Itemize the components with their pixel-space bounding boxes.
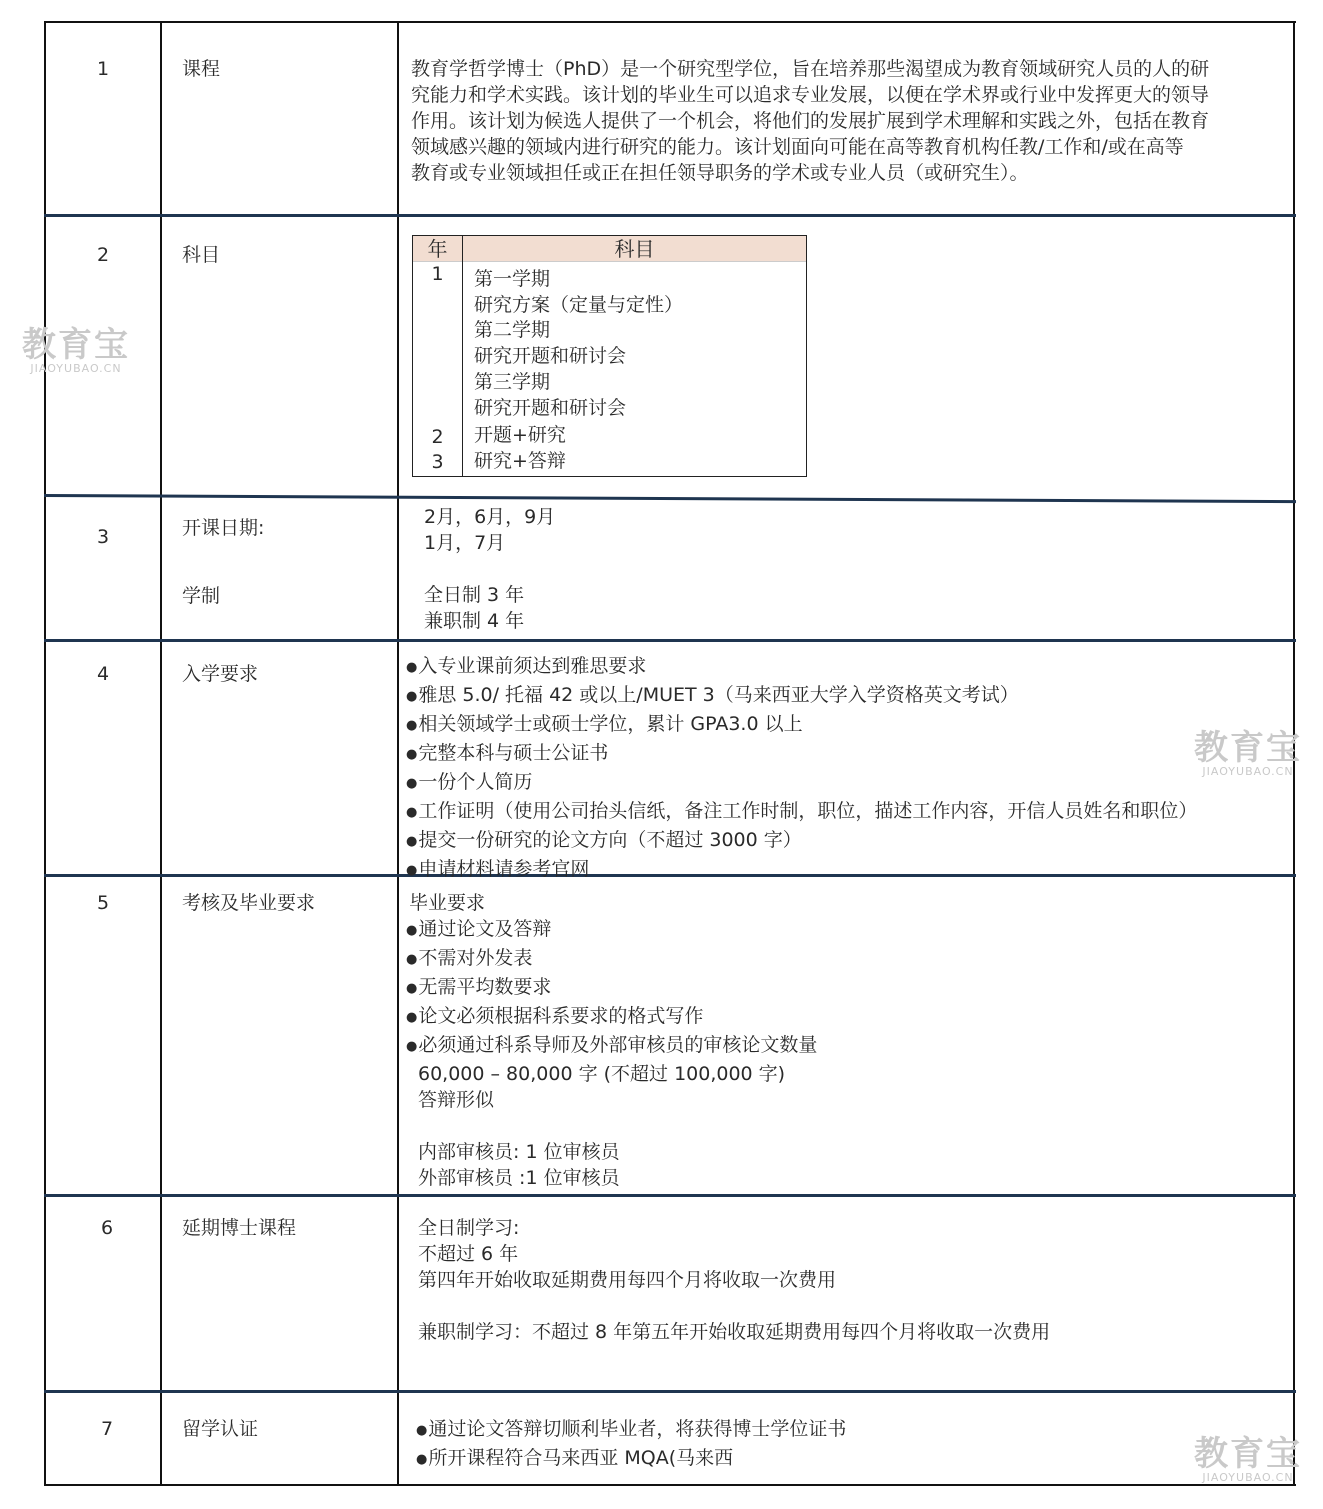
content-line xyxy=(418,1293,1292,1319)
row-divider-6 xyxy=(44,1390,1296,1393)
requirement-item: ● 完整本科与硕士公证书 xyxy=(406,740,1292,769)
admission-requirements xyxy=(406,653,1292,885)
graduation-item: ● 论文必须根据科系要求的格式写作 xyxy=(406,1003,1292,1032)
requirement-item: ● 申请材料请参考官网 xyxy=(406,856,1292,885)
section-heading: 毕业要求 xyxy=(409,892,486,914)
content-line: 2月，6月，9月 xyxy=(424,506,556,528)
row-label xyxy=(162,56,397,82)
watermark-text: 教育宝 xyxy=(22,325,130,365)
detail-line: 外部审核员 :1 位审核员 xyxy=(418,1167,620,1189)
row-number: 1 xyxy=(96,58,110,80)
watermark-text: 教育宝 xyxy=(1194,728,1302,768)
header-subject: 科目 xyxy=(614,237,655,261)
content-line: 全日制 3 年 xyxy=(424,584,525,606)
description-line: 教育或专业领域担任或正在担任领导职务的学术或专业人员（或研究生）。 xyxy=(411,162,1029,184)
year-label: 2 xyxy=(431,426,444,448)
requirement-item: ● 相关领域学士或硕士学位，累计 GPA3.0 以上 xyxy=(406,711,1292,740)
row-number: 6 xyxy=(100,1217,114,1239)
row-label xyxy=(162,1416,397,1442)
row-divider-3 xyxy=(44,639,1296,642)
start-dates-content xyxy=(412,504,1292,634)
row-label xyxy=(162,1215,397,1241)
row-label-text: 留学认证 xyxy=(182,1418,259,1440)
graduation-item: ● 通过论文及答辩 xyxy=(406,916,1292,945)
subject-item: 研究+答辩 xyxy=(474,449,566,472)
content-line: 兼职制 4 年 xyxy=(424,610,525,632)
requirement-item: ● 雅思 5.0/ 托福 42 或以上/MUET 3（马来西亚大学入学资格英文考试） xyxy=(406,682,1292,711)
row-label-text: 考核及毕业要求 xyxy=(182,892,316,914)
row-label-text: 延期博士课程 xyxy=(182,1217,297,1239)
row-label-text: 入学要求 xyxy=(182,663,259,685)
subject-item: 第二学期 xyxy=(474,319,551,342)
subject-item: 开题+研究 xyxy=(474,424,566,447)
row-number: 4 xyxy=(96,663,110,685)
detail-line xyxy=(418,1113,1292,1139)
subject-item: 第三学期 xyxy=(474,370,551,393)
subject-item: 第一学期 xyxy=(474,268,551,290)
watermark-text: 教育宝 xyxy=(1194,1434,1302,1474)
content-line: 全日制学习: xyxy=(418,1217,520,1239)
requirement-item: ● 入专业课前须达到雅思要求 xyxy=(406,653,1292,682)
row-label xyxy=(162,515,397,609)
graduation-item: ● 不需对外发表 xyxy=(406,945,1292,974)
subjects-table xyxy=(412,235,807,477)
column-divider-1 xyxy=(160,21,162,1486)
year-label: 1 xyxy=(431,263,444,285)
watermark-subtext: JIAOYUBAO.CN xyxy=(1202,1471,1294,1484)
year-label: 3 xyxy=(431,451,444,473)
detail-line: 内部审核员: 1 位审核员 xyxy=(418,1141,620,1163)
subject-item: 研究开题和研讨会 xyxy=(474,345,627,368)
row-label xyxy=(162,661,397,687)
description-line: 领域感兴趣的领域内进行研究的能力。该计划面向可能在高等教育机构任教/工作和/或在高等 xyxy=(411,136,1184,158)
table-border-left xyxy=(44,21,46,1486)
content-line: 1月，7月 xyxy=(424,532,506,554)
certification-item: ● 所开课程符合马来西亚 MQA(马来西 xyxy=(416,1445,1292,1474)
watermark-subtext: JIAOYUBAO.CN xyxy=(30,362,122,375)
detail-line: 答辩形似 xyxy=(418,1089,495,1111)
table-border-top xyxy=(44,21,1296,23)
description-line: 教育学哲学博士（PhD）是一个研究型学位，旨在培养那些渴望成为教育领域研究人员的人的研 xyxy=(411,58,1210,80)
content-line: 第四年开始收取延期费用每四个月将收取一次费用 xyxy=(418,1269,837,1291)
description-line: 究能力和学术实践。该计划的毕业生可以追求专业发展，以便在学术界或行业中发挥更大的领导 xyxy=(411,84,1210,106)
row-number: 5 xyxy=(96,892,110,914)
subjects-table-divider xyxy=(462,236,463,476)
row-number: 2 xyxy=(96,244,110,266)
watermark-logo xyxy=(1188,730,1308,778)
description-line: 作用。该计划为候选人提供了一个机会，将他们的发展扩展到学术理解和实践之外，包括在教育 xyxy=(411,110,1210,132)
extension-content xyxy=(418,1215,1292,1345)
content-line: 不超过 6 年 xyxy=(418,1243,519,1265)
content-line xyxy=(424,556,1292,582)
course-description xyxy=(399,56,1293,186)
graduation-requirements xyxy=(409,890,1292,1191)
row-number: 3 xyxy=(96,526,110,548)
detail-line: 60,000 – 80,000 字 (不超过 100,000 字) xyxy=(418,1063,786,1085)
graduation-item: ● 无需平均数要求 xyxy=(406,974,1292,1003)
table-border-bottom xyxy=(44,1484,1296,1486)
row-number: 7 xyxy=(100,1418,114,1440)
subjects-list xyxy=(474,267,683,475)
row-label-text: 开课日期: xyxy=(182,517,265,539)
certification-content xyxy=(416,1416,1292,1474)
header-year: 年 xyxy=(427,237,448,261)
row-label-text: 科目 xyxy=(182,244,221,266)
row-divider-2 xyxy=(44,494,1296,503)
requirement-item: ● 一份个人简历 xyxy=(406,769,1292,798)
subject-item: 研究开题和研讨会 xyxy=(474,396,627,419)
row-label-text: 学制 xyxy=(182,585,221,607)
row-divider-5 xyxy=(44,1194,1296,1197)
content-line: 兼职制学习：不超过 8 年第五年开始收取延期费用每四个月将收取一次费用 xyxy=(418,1321,1051,1343)
column-divider-2 xyxy=(397,21,399,1486)
certification-item: ● 通过论文答辩切顺利毕业者，将获得博士学位证书 xyxy=(416,1416,1292,1445)
watermark-subtext: JIAOYUBAO.CN xyxy=(1202,765,1294,778)
requirement-item: ● 工作证明（使用公司抬头信纸，备注工作时制，职位，描述工作内容，开信人员姓名和职位） xyxy=(406,798,1292,827)
row-label xyxy=(162,890,397,916)
row-label-text: 课程 xyxy=(182,58,221,80)
watermark-logo xyxy=(1188,1436,1308,1484)
watermark-logo xyxy=(16,327,136,375)
graduation-item: ● 必须通过科系导师及外部审核员的审核论文数量 xyxy=(406,1032,1292,1061)
row-label xyxy=(162,242,397,268)
subject-item: 研究方案（定量与定性） xyxy=(474,293,684,316)
row-divider-1 xyxy=(44,214,1296,217)
requirement-item: ● 提交一份研究的论文方向（不超过 3000 字） xyxy=(406,827,1292,856)
